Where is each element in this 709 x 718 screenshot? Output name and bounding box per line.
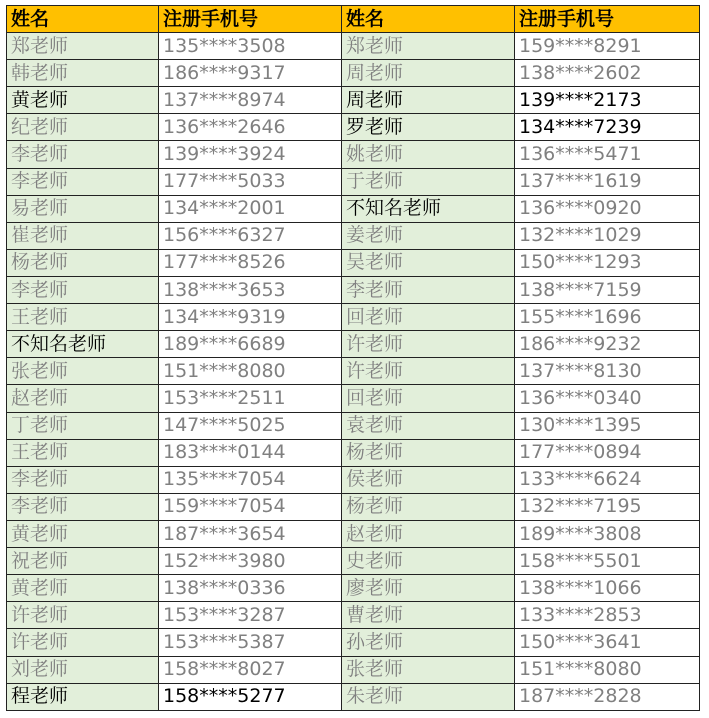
phone-cell-right[interactable]: 150****3641: [515, 629, 700, 656]
name-cell-left[interactable]: 黄老师: [7, 575, 159, 602]
phone-cell-left[interactable]: 189****6689: [159, 331, 342, 358]
table-body: [7, 33, 700, 711]
name-cell-right[interactable]: 周老师: [342, 60, 515, 87]
table-row: [7, 141, 700, 168]
phone-cell-right[interactable]: 132****1029: [515, 222, 700, 249]
table-row: [7, 358, 700, 385]
phone-cell-right[interactable]: 137****8130: [515, 358, 700, 385]
phone-cell-left[interactable]: 187****3654: [159, 520, 342, 547]
name-cell-right[interactable]: 赵老师: [342, 520, 515, 547]
name-cell-left[interactable]: 李老师: [7, 466, 159, 493]
name-cell-right[interactable]: 史老师: [342, 548, 515, 575]
phone-cell-right[interactable]: 136****0920: [515, 195, 700, 222]
phone-cell-right[interactable]: 187****2828: [515, 683, 700, 710]
name-cell-left[interactable]: 李老师: [7, 493, 159, 520]
name-cell-left[interactable]: 崔老师: [7, 222, 159, 249]
name-cell-left[interactable]: 杨老师: [7, 249, 159, 276]
name-cell-left[interactable]: 许老师: [7, 629, 159, 656]
name-cell-left[interactable]: 祝老师: [7, 548, 159, 575]
name-cell-right[interactable]: 孙老师: [342, 629, 515, 656]
name-cell-right[interactable]: 姜老师: [342, 222, 515, 249]
table-row: [7, 548, 700, 575]
name-cell-left[interactable]: 李老师: [7, 276, 159, 303]
header-name-1[interactable]: 姓名: [7, 6, 159, 33]
table-row: [7, 412, 700, 439]
phone-cell-left[interactable]: 158****8027: [159, 656, 342, 683]
phone-cell-right[interactable]: 132****7195: [515, 493, 700, 520]
phone-cell-left[interactable]: 177****8526: [159, 249, 342, 276]
phone-cell-right[interactable]: 186****9232: [515, 331, 700, 358]
name-cell-right[interactable]: 回老师: [342, 304, 515, 331]
name-cell-left[interactable]: 程老师: [7, 683, 159, 710]
name-cell-right[interactable]: 侯老师: [342, 466, 515, 493]
name-cell-right[interactable]: 姚老师: [342, 141, 515, 168]
phone-cell-left[interactable]: 153****2511: [159, 385, 342, 412]
phone-cell-left[interactable]: 153****3287: [159, 602, 342, 629]
phone-cell-right[interactable]: 159****8291: [515, 33, 700, 60]
table-row: [7, 331, 700, 358]
name-cell-left[interactable]: 丁老师: [7, 412, 159, 439]
header-name-2[interactable]: 姓名: [342, 6, 515, 33]
name-cell-right[interactable]: 许老师: [342, 331, 515, 358]
phone-cell-right[interactable]: 137****1619: [515, 168, 700, 195]
table-row: [7, 304, 700, 331]
phone-cell-left[interactable]: 134****9319: [159, 304, 342, 331]
phone-cell-left[interactable]: 136****2646: [159, 114, 342, 141]
phone-cell-left[interactable]: 158****5277: [159, 683, 342, 710]
phone-cell-left[interactable]: 152****3980: [159, 548, 342, 575]
table-row: [7, 385, 700, 412]
phone-cell-right[interactable]: 130****1395: [515, 412, 700, 439]
table-row: [7, 656, 700, 683]
name-cell-left[interactable]: 张老师: [7, 358, 159, 385]
name-cell-left[interactable]: 赵老师: [7, 385, 159, 412]
phone-cell-right[interactable]: 133****2853: [515, 602, 700, 629]
phone-cell-right[interactable]: 134****7239: [515, 114, 700, 141]
name-cell-left[interactable]: 易老师: [7, 195, 159, 222]
phone-cell-left[interactable]: 135****3508: [159, 33, 342, 60]
table-header: [7, 6, 700, 33]
phone-cell-right[interactable]: 150****1293: [515, 249, 700, 276]
header-phone-2[interactable]: 注册手机号: [515, 6, 700, 33]
name-cell-right[interactable]: 于老师: [342, 168, 515, 195]
table-row: [7, 249, 700, 276]
phone-cell-right[interactable]: 138****1066: [515, 575, 700, 602]
phone-cell-right[interactable]: 139****2173: [515, 87, 700, 114]
phone-cell-right[interactable]: 151****8080: [515, 656, 700, 683]
name-cell-right[interactable]: 罗老师: [342, 114, 515, 141]
name-cell-left[interactable]: 王老师: [7, 439, 159, 466]
name-cell-left[interactable]: 李老师: [7, 141, 159, 168]
name-cell-right[interactable]: 朱老师: [342, 683, 515, 710]
table-row: [7, 222, 700, 249]
phone-cell-right[interactable]: 138****7159: [515, 276, 700, 303]
phone-cell-left[interactable]: 138****0336: [159, 575, 342, 602]
name-cell-right[interactable]: 回老师: [342, 385, 515, 412]
table-row: [7, 439, 700, 466]
name-cell-left[interactable]: 纪老师: [7, 114, 159, 141]
phone-cell-right[interactable]: 158****5501: [515, 548, 700, 575]
name-cell-right[interactable]: 杨老师: [342, 493, 515, 520]
phone-cell-right[interactable]: 136****0340: [515, 385, 700, 412]
phone-cell-left[interactable]: 186****9317: [159, 60, 342, 87]
name-cell-left[interactable]: 黄老师: [7, 87, 159, 114]
name-cell-left[interactable]: 韩老师: [7, 60, 159, 87]
phone-cell-right[interactable]: 133****6624: [515, 466, 700, 493]
phone-cell-left[interactable]: 153****5387: [159, 629, 342, 656]
name-cell-right[interactable]: 不知名老师: [342, 195, 515, 222]
table-row: [7, 114, 700, 141]
name-cell-left[interactable]: 郑老师: [7, 33, 159, 60]
phone-cell-left[interactable]: 177****5033: [159, 168, 342, 195]
phone-cell-left[interactable]: 156****6327: [159, 222, 342, 249]
name-cell-right[interactable]: 周老师: [342, 87, 515, 114]
table-row: [7, 683, 700, 710]
phone-cell-left[interactable]: 159****7054: [159, 493, 342, 520]
phone-cell-right[interactable]: 138****2602: [515, 60, 700, 87]
header-phone-1[interactable]: 注册手机号: [159, 6, 342, 33]
phone-cell-left[interactable]: 137****8974: [159, 87, 342, 114]
table-row: [7, 493, 700, 520]
name-cell-left[interactable]: 不知名老师: [7, 331, 159, 358]
name-cell-right[interactable]: 廖老师: [342, 575, 515, 602]
name-cell-left[interactable]: 黄老师: [7, 520, 159, 547]
table-row: [7, 60, 700, 87]
table-row: [7, 520, 700, 547]
phone-cell-right[interactable]: 189****3808: [515, 520, 700, 547]
table-row: [7, 33, 700, 60]
table-row: [7, 87, 700, 114]
phone-cell-left[interactable]: 134****2001: [159, 195, 342, 222]
name-cell-right[interactable]: 李老师: [342, 276, 515, 303]
name-cell-right[interactable]: 杨老师: [342, 439, 515, 466]
table-row: [7, 168, 700, 195]
phone-cell-left[interactable]: 151****8080: [159, 358, 342, 385]
phone-cell-right[interactable]: 177****0894: [515, 439, 700, 466]
phone-cell-left[interactable]: 147****5025: [159, 412, 342, 439]
phone-cell-left[interactable]: 135****7054: [159, 466, 342, 493]
phone-cell-left[interactable]: 138****3653: [159, 276, 342, 303]
name-cell-right[interactable]: 郑老师: [342, 33, 515, 60]
name-cell-right[interactable]: 吴老师: [342, 249, 515, 276]
phone-cell-right[interactable]: 155****1696: [515, 304, 700, 331]
phone-cell-right[interactable]: 136****5471: [515, 141, 700, 168]
teacher-phone-table: [6, 5, 700, 711]
table-row: [7, 629, 700, 656]
name-cell-left[interactable]: 李老师: [7, 168, 159, 195]
table-row: [7, 276, 700, 303]
header-row: [7, 6, 700, 33]
table-row: [7, 575, 700, 602]
name-cell-right[interactable]: 许老师: [342, 358, 515, 385]
table-row: [7, 195, 700, 222]
phone-cell-left[interactable]: 183****0144: [159, 439, 342, 466]
name-cell-left[interactable]: 刘老师: [7, 656, 159, 683]
name-cell-left[interactable]: 王老师: [7, 304, 159, 331]
name-cell-left[interactable]: 许老师: [7, 602, 159, 629]
table-row: [7, 602, 700, 629]
table-row: [7, 466, 700, 493]
phone-cell-left[interactable]: 139****3924: [159, 141, 342, 168]
name-cell-right[interactable]: 曹老师: [342, 602, 515, 629]
name-cell-right[interactable]: 张老师: [342, 656, 515, 683]
name-cell-right[interactable]: 袁老师: [342, 412, 515, 439]
